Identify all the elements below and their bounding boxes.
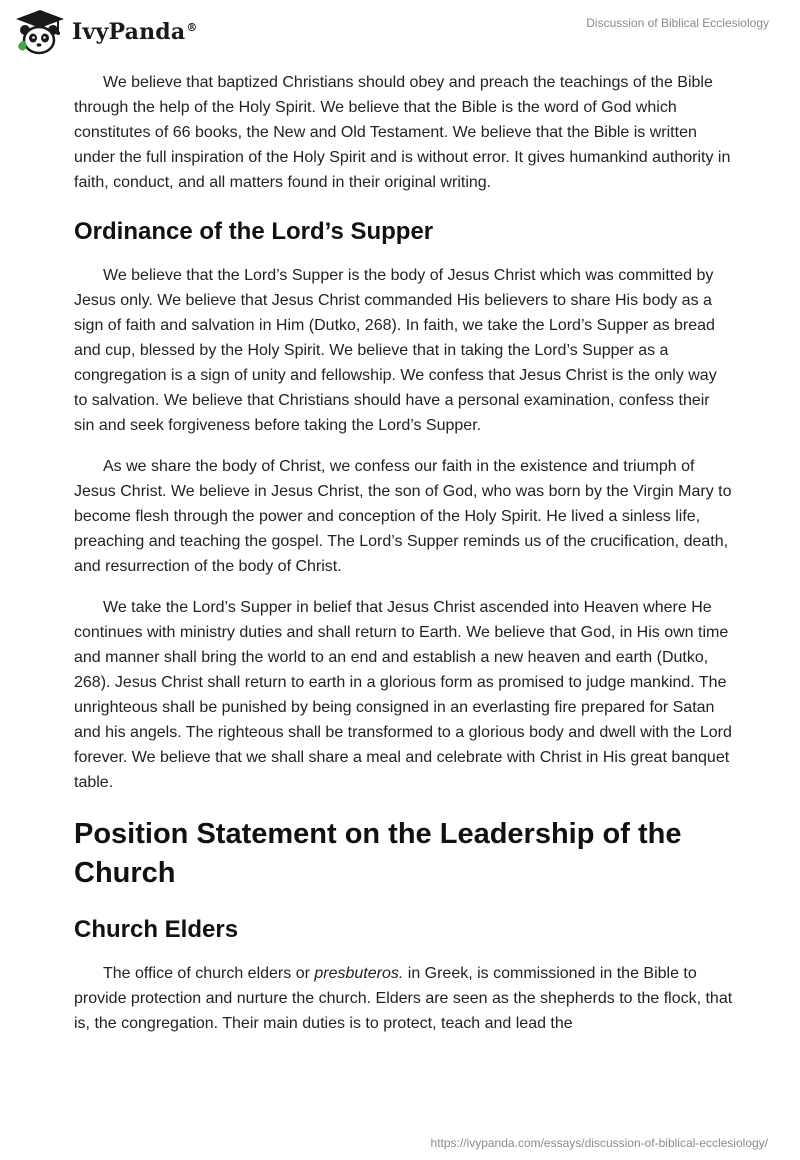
- paragraph-bible-belief: We believe that baptized Christians should obey and preach the teachings of the Bible through the help of the Holy Spirit. We believe that the Bible is the word of God which constitutes of 66 books, the New and Old Testament. We believe that the Bible is written under the full inspiration of the Holy Spirit and is without error. It gives humankind authority in faith, conduct, and all matters found in their original writing.: [74, 74, 731, 191]
- page-header: [0, 0, 800, 60]
- source-url[interactable]: https://ivypanda.com/essays/discussion-of-biblical-ecclesiology/: [430, 1136, 768, 1150]
- article-body: [74, 70, 734, 1052]
- paragraph-lords-supper-body: We believe that the Lord’s Supper is the body of Jesus Christ which was committed by Jesus only. We believe that Jesus Christ commanded His believers to share His body as a sign of faith and salvation in Him (Dutko, 268). In faith, we take the Lord’s Supper as bread and cup, blessed by the Holy Spirit. We believe that in taking the Lord’s Supper as a congregation is a sign of unity and fellowship. We confess that Jesus Christ is the only way to salvation. We believe that Christians should have a personal examination, confess their sin and seek forgiveness before taking the Lord’s Supper.: [74, 267, 717, 434]
- paragraph-share-body-of-christ: As we share the body of Christ, we confess our faith in the existence and triumph of Jesus Christ. We believe in Jesus Christ, the son of God, who was born by the Virgin Mary to become flesh through the power and conception of the Holy Spirit. He lived a sinless life, preaching and teaching the gospel. The Lord’s Supper reminds us of the crucification, death, and resurrection of the body of Christ.: [74, 458, 732, 575]
- ivypanda-logo[interactable]: [14, 8, 198, 56]
- paragraph-ascension: We take the Lord’s Supper in belief that Jesus Christ ascended into Heaven where He continues with ministry duties and shall return to Earth. We believe that God, in His own time and manner shall bring the world to an end and establish a new heaven and earth (Dutko, 268). Jesus Christ shall return to earth in a glorious form as promised to judge mankind. The unrighteous shall be punished by being consigned in an everlasting fire prepared for Satan and his angels. The righteous shall be transformed to a glorious body and dwell with the Lord forever. We believe that we shall share a meal and celebrate with Christ in His great banquet table.: [74, 599, 732, 791]
- greek-term: presbuteros.: [314, 965, 404, 982]
- panda-graduate-icon: [14, 8, 66, 56]
- document-title: Discussion of Biblical Ecclesiology: [586, 16, 769, 30]
- heading-lords-supper: Ordinance of the Lord’s Supper: [74, 218, 434, 245]
- paragraph-church-elders: The office of church elders or presbuteros. in Greek, is commissioned in the Bible to provide protection and nurture the church. Elders are seen as the shepherds to the flock, that is, the congregation. Their main duties is to protect, teach and lead the: [74, 965, 733, 1032]
- heading-leadership-position: Position Statement on the Leadership of the Church: [74, 818, 682, 889]
- brand-name: IvyPanda®: [72, 19, 198, 45]
- heading-church-elders: Church Elders: [74, 916, 239, 943]
